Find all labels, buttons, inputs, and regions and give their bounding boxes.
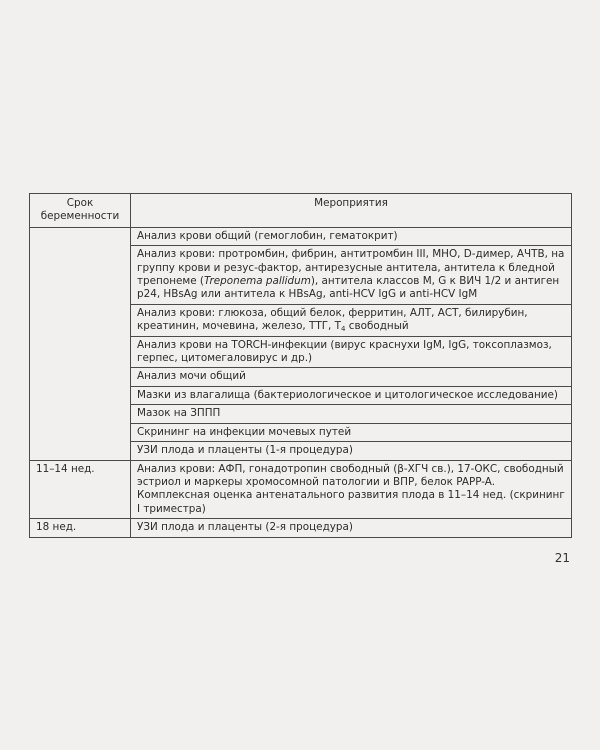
header-term: Срок беременности — [30, 194, 131, 228]
term-cell-18: 18 нед. — [30, 519, 131, 537]
event-cell: Скрининг на инфекции мочевых путей — [131, 423, 572, 441]
event-cell: Анализ крови общий (гемоглобин, гематокрит) — [131, 227, 572, 245]
event-text-subscript: 4 — [341, 325, 346, 334]
table-header-row — [30, 194, 572, 228]
pregnancy-schedule-table — [29, 193, 572, 538]
event-cell: Анализ крови на TORCH-инфекции (вирус краснухи IgM, IgG, токсоплазмоз, герпес, цитомегаловирус и др.) — [131, 336, 572, 368]
table-row — [30, 460, 572, 519]
event-cell: Мазок на ЗППП — [131, 405, 572, 423]
event-cell — [131, 304, 572, 336]
page-number: 21 — [554, 551, 570, 565]
event-cell: УЗИ плода и плаценты (2-я процедура) — [131, 519, 572, 537]
event-text-italic: Treponema pallidum — [203, 275, 311, 288]
table-row — [30, 519, 572, 537]
term-cell-11-14: 11–14 нед. — [30, 460, 131, 519]
term-cell-initial — [30, 227, 131, 460]
event-text: ), антитела классов М, G к ВИЧ 1/2 и антиген р24, HBsAg или антитела к HBsAg, anti-HCV IgG и anti-HCV IgM — [137, 275, 560, 301]
event-text: свободный — [345, 320, 409, 333]
event-cell: Анализ крови: АФП, гонадотропин свободный (β-ХГЧ св.), 17-ОКС, свободный эстриол и маркеры хромосомной патологии и ВПР, белок PAPP-A. Комплексная оценка антенатального развития плода в 11–14 нед. (скрининг I триместра) — [131, 460, 572, 519]
event-text: Анализ крови: глюкоза, общий белок, ферритин, АЛТ, АСТ, билирубин, креатинин, мочевина, железо, ТТГ, Т — [137, 306, 528, 333]
event-cell: Анализ мочи общий — [131, 368, 572, 386]
header-events: Мероприятия — [131, 194, 572, 228]
event-text: Анализ крови: протромбин, фибрин, антитромбин III, МНО, D-димер, АЧТВ, на группу крови и резус-фактор, антирезусные антитела, антитела к бледной трепонеме ( — [137, 248, 565, 288]
event-cell: УЗИ плода и плаценты (1-я процедура) — [131, 442, 572, 460]
event-cell — [131, 246, 572, 305]
event-cell: Мазки из влагалища (бактериологическое и цитологическое исследование) — [131, 386, 572, 404]
table-row — [30, 227, 572, 245]
